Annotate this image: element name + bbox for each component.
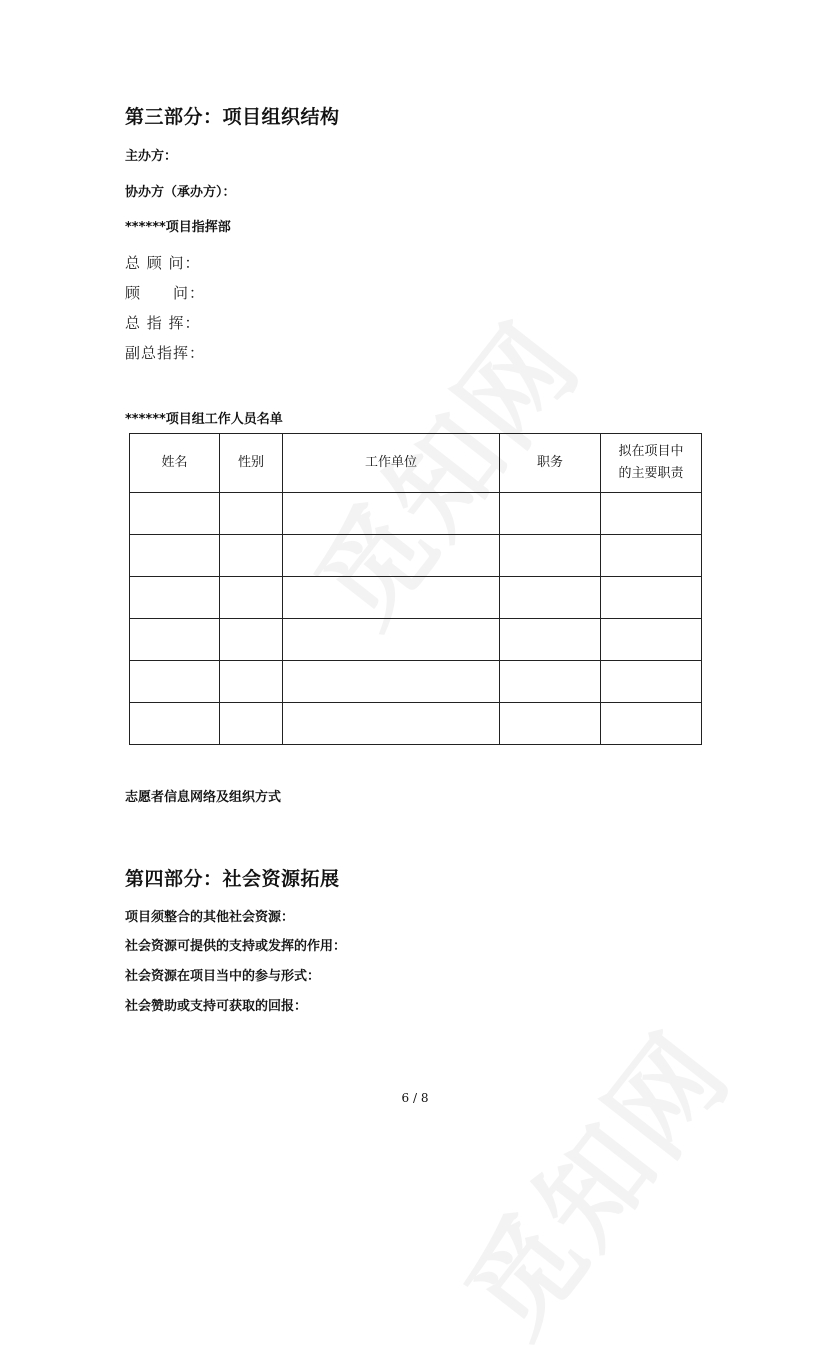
table-cell[interactable] (283, 619, 500, 661)
role-deputy-commander: 副总指挥： (125, 344, 206, 362)
table-cell[interactable] (130, 619, 220, 661)
table-cell[interactable] (601, 703, 702, 745)
table-cell[interactable] (500, 493, 601, 535)
table-row (130, 703, 702, 745)
volunteer-line: 志愿者信息网络及组织方式 (125, 790, 282, 805)
table-cell[interactable] (130, 703, 220, 745)
col-header-name: 姓名 (130, 434, 220, 493)
table-cell[interactable] (220, 535, 283, 577)
staff-heading: ******项目组工作人员名单 (125, 412, 283, 427)
table-cell[interactable] (601, 577, 702, 619)
role-chief-advisor: 总 顾 问： (125, 254, 201, 272)
resource-line-4: 社会赞助或支持可获取的回报： (125, 999, 308, 1014)
table-cell[interactable] (220, 577, 283, 619)
table-cell[interactable] (283, 661, 500, 703)
resource-line-3: 社会资源在项目当中的参与形式： (125, 969, 321, 984)
table-cell[interactable] (601, 493, 702, 535)
table-cell[interactable] (601, 661, 702, 703)
table-row (130, 661, 702, 703)
table-cell[interactable] (601, 619, 702, 661)
staff-table (129, 433, 702, 745)
col-header-duty: 拟在项目中的主要职责 (601, 434, 702, 493)
table-cell[interactable] (500, 619, 601, 661)
table-cell[interactable] (220, 661, 283, 703)
table-cell[interactable] (500, 535, 601, 577)
watermark-bottom (423, 996, 758, 1362)
role-commander: 总 指 挥： (125, 314, 201, 332)
table-cell[interactable] (283, 703, 500, 745)
section4-title: 第四部分：社会资源拓展 (125, 868, 340, 890)
table-cell[interactable] (220, 493, 283, 535)
table-cell[interactable] (220, 703, 283, 745)
host-label: 主办方： (125, 149, 178, 164)
table-cell[interactable] (500, 577, 601, 619)
table-cell[interactable] (283, 577, 500, 619)
page-number: 6 / 8 (401, 1091, 429, 1105)
table-cell[interactable] (283, 535, 500, 577)
section3-title: 第三部分：项目组织结构 (125, 106, 340, 128)
cohost-label: 协办方（承办方）： (125, 185, 236, 200)
table-cell[interactable] (130, 577, 220, 619)
table-cell[interactable] (220, 619, 283, 661)
table-row (130, 535, 702, 577)
table-cell[interactable] (601, 535, 702, 577)
role-advisor: 顾 问： (125, 284, 206, 302)
table-cell[interactable] (500, 703, 601, 745)
table-cell[interactable] (130, 493, 220, 535)
col-header-gender: 性别 (220, 434, 283, 493)
table-row (130, 577, 702, 619)
table-cell[interactable] (283, 493, 500, 535)
col-header-workplace: 工作单位 (283, 434, 500, 493)
table-cell[interactable] (130, 535, 220, 577)
command-heading: ******项目指挥部 (125, 220, 231, 235)
table-row (130, 619, 702, 661)
resource-line-2: 社会资源可提供的支持或发挥的作用： (125, 939, 347, 954)
col-header-position: 职务 (500, 434, 601, 493)
table-cell[interactable] (500, 661, 601, 703)
table-header-row (130, 434, 702, 493)
table-cell[interactable] (130, 661, 220, 703)
table-row (130, 493, 702, 535)
resource-line-1: 项目须整合的其他社会资源： (125, 910, 295, 925)
